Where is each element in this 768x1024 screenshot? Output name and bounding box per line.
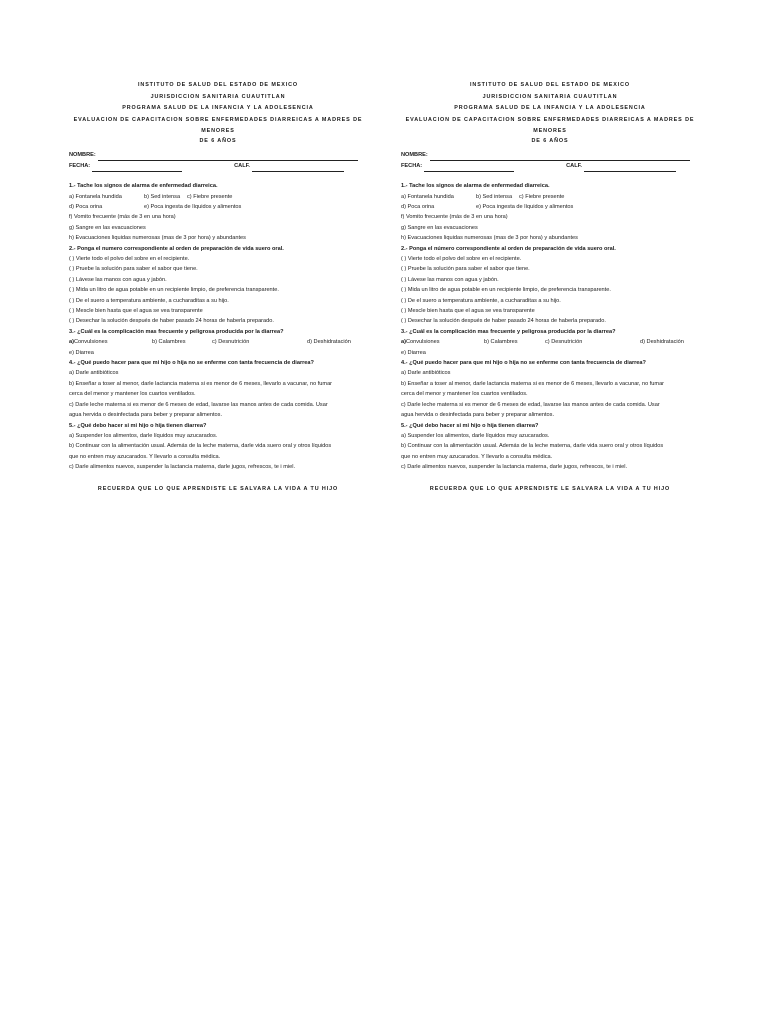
q2-step: ( ) Mescle bien hasta que el agua se vea transparente (401, 308, 535, 315)
question-2: 2.- Ponga el numero correspondiente al orden de preparación de vida suero oral. (69, 245, 284, 252)
calif-line[interactable] (584, 164, 676, 172)
q4-option-b-cont: cerca del menor y mantener los cuartos ventilados. (401, 391, 528, 398)
calif-label: CALF. (234, 163, 250, 170)
q1-option-d: d) Poca orina (401, 203, 435, 210)
q3-option-e: e) Diarrea (401, 349, 426, 356)
q2-step: ( ) Vierte todo el polvo del sobre en el recipiente. (69, 256, 190, 263)
q5-option-b: b) Continuar con la alimentación usual. Además de la leche materna, darle vida suero oral y otros líquidos (401, 443, 664, 450)
q2-step: ( ) Lávese las manos con agua y jabón. (401, 276, 499, 283)
q1-option-g: g) Sangre en las evacuaciones (69, 224, 146, 231)
question-5: 5.- ¿Qué debo hacer si mi hijo o hija tienen diarrea? (69, 422, 207, 429)
program-title: PROGRAMA SALUD DE LA INFANCIA Y LA ADOLESENCIA (454, 105, 646, 112)
evaluation-title-line1: EVALUACION DE CAPACITACION SOBRE ENFERMEDADES DIARREICAS A MADRES DE (73, 116, 363, 123)
q4-option-c: c) Darle leche materna si es menor de 6 meses de edad, lavarse las manos antes de cada comida. Usar (401, 401, 660, 408)
q4-option-a: a) Darle antibióticos (401, 370, 451, 377)
q3-option-c: c) Desnutrición (212, 339, 250, 346)
nombre-line[interactable] (98, 153, 358, 161)
evaluation-title-line1: EVALUACION DE CAPACITACION SOBRE ENFERMEDADES DIARREICAS A MADRES DE (405, 116, 695, 123)
q2-step: ( ) Pruebe la solución para saber el sabor que tiene. (69, 266, 198, 273)
q1-option-b: b) Sed intensa (476, 193, 513, 200)
q1-option-f: f) Vomito frecuente (más de 3 en una hora) (401, 214, 508, 221)
nombre-line[interactable] (430, 153, 690, 161)
fecha-calif-row (69, 161, 367, 172)
q1-row-abc (69, 192, 367, 202)
q1-row-abc (401, 192, 699, 202)
q5-option-c: c) Darle alimentos nuevos, suspender la lactancia materna, darle jugos, refrescos, te i miel. (401, 464, 628, 471)
q3-row-abcd (69, 337, 367, 347)
q3-option-a: a)Convulsiones (69, 339, 108, 346)
question-3: 3.- ¿Cuál es la complicación mas frecuente y peligrosa producida por la diarrea? (69, 328, 284, 335)
q5-option-b-cont: que no entren muy azucarados. Y llevarlo a consulta médica. (69, 453, 221, 460)
question-5: 5.- ¿Qué debo hacer si mi hijo o hija tienen diarrea? (401, 422, 539, 429)
age-title: DE 6 AÑOS (199, 138, 237, 145)
question-3: 3.- ¿Cuál es la complicación mas frecuente y peligrosa producida por la diarrea? (401, 328, 616, 335)
evaluation-title-line2: MENORES (533, 127, 567, 134)
q5-option-c: c) Darle alimentos nuevos, suspender la lactancia materna, darle jugos, refrescos, te i miel. (69, 464, 296, 471)
q1-option-e: e) Poca ingesta de líquidos y alimentos (476, 203, 574, 210)
q1-option-d: d) Poca orina (69, 203, 103, 210)
q2-step: ( ) Desechar la solución después de haber pasado 24 horas de haberla preparado. (401, 318, 606, 325)
q3-option-b: b) Calambres (152, 339, 186, 346)
q3-option-d: d) Deshidratación (640, 339, 684, 346)
q5-option-b: b) Continuar con la alimentación usual. Además de la leche materna, darle vida suero oral y otros líquidos (69, 443, 332, 450)
q1-option-b: b) Sed intensa (144, 193, 181, 200)
nombre-field[interactable] (69, 150, 367, 161)
q1-option-c: c) Fiebre presente (187, 193, 233, 200)
jurisdiction-title: JURISDICCION SANITARIA CUAUTITLAN (482, 93, 618, 100)
fecha-calif-row (401, 161, 699, 172)
q4-option-c-cont: agua hervida o desinfectada para beber y preparar alimentos. (69, 412, 222, 419)
q1-option-h: h) Evacuaciones liquidas numerosas (mas de 3 por hora) y abundantes (69, 235, 246, 242)
q1-option-h: h) Evacuaciones liquidas numerosas (mas de 3 por hora) y abundantes (401, 235, 578, 242)
q5-option-a: a) Suspender los alimentos, darle líquidos muy azucarados. (69, 432, 218, 439)
q1-option-g: g) Sangre en las evacuaciones (401, 224, 478, 231)
q2-step: ( ) Pruebe la solución para saber el sabor que tiene. (401, 266, 530, 273)
fecha-line[interactable] (424, 164, 514, 172)
q4-option-c: c) Darle leche materna si es menor de 6 meses de edad, lavarse las manos antes de cada comida. Usar (69, 401, 328, 408)
q2-step: ( ) Mescle bien hasta que el agua se vea transparente (69, 308, 203, 315)
fecha-label: FECHA: (69, 163, 91, 170)
q3-option-e: e) Diarrea (69, 349, 94, 356)
q3-option-b: b) Calambres (484, 339, 518, 346)
question-1: 1.- Tache los signos de alarma de enfermedad diarreica. (69, 183, 218, 190)
q1-option-a: a) Fontanela hundida (69, 193, 122, 200)
q1-option-f: f) Vomito frecuente (más de 3 en una hora) (69, 214, 176, 221)
q1-row-de (401, 202, 699, 212)
q2-step: ( ) Desechar la solución después de haber pasado 24 horas de haberla preparado. (69, 318, 274, 325)
institute-title: INSTITUTO DE SALUD DEL ESTADO DE MEXICO (138, 82, 298, 88)
nombre-field[interactable] (401, 150, 699, 161)
q5-option-a: a) Suspender los alimentos, darle líquidos muy azucarados. (401, 432, 550, 439)
q5-option-b-cont: que no entren muy azucarados. Y llevarlo a consulta médica. (401, 453, 553, 460)
nombre-label: NOMBRE: (69, 152, 96, 159)
q2-step: ( ) Mida un litro de agua potable en un recipiente limpio, de preferencia transparente. (401, 287, 611, 294)
q4-option-b-cont: cerca del menor y mantener los cuartos ventilados. (69, 391, 196, 398)
age-title: DE 6 AÑOS (531, 138, 569, 145)
q3-option-d: d) Deshidratación (307, 339, 351, 346)
q3-option-a: a)Convulsiones (401, 339, 440, 346)
q3-row-abcd (401, 337, 699, 347)
q2-step: ( ) Vierte todo el polvo del sobre en el recipiente. (401, 256, 522, 263)
question-1: 1.- Tache los signos de alarma de enfermedad diarreica. (401, 183, 550, 190)
q4-option-a: a) Darle antibióticos (69, 370, 119, 377)
evaluation-form-right (401, 80, 699, 494)
institute-title: INSTITUTO DE SALUD DEL ESTADO DE MEXICO (470, 82, 630, 88)
fecha-label: FECHA: (401, 163, 423, 170)
footer-reminder: RECUERDA QUE LO QUE APRENDISTE LE SALVARA LA VIDA A TU HIJO (97, 485, 339, 492)
q4-option-b: b) Enseñar a toser al menor, darle lactancia materna si es menor de 6 meses, llevarlo a vacunar, no fumar (401, 380, 665, 387)
q2-step: ( ) De el suero a temperatura ambiente, a cucharaditas a su hijo. (401, 297, 561, 304)
calif-label: CALF. (566, 163, 582, 170)
q3-option-c: c) Desnutrición (545, 339, 583, 346)
nombre-label: NOMBRE: (401, 152, 428, 159)
evaluation-form-left (69, 80, 367, 494)
question-4: 4.- ¿Qué puedo hacer para que mi hijo o hija no se enferme con tanta frecuencia de diarrea? (401, 360, 646, 367)
question-2: 2.- Ponga el número correspondiente al orden de preparación de vida suero oral. (401, 245, 616, 252)
q2-step: ( ) De el suero a temperatura ambiente, a cucharaditas a su hijo. (69, 297, 229, 304)
q2-step: ( ) Lávese las manos con agua y jabón. (69, 276, 167, 283)
q4-option-b: b) Enseñar a toser al menor, darle lactancia materna si es menor de 6 meses, llevarlo a vacunar, no fumar (69, 380, 333, 387)
q1-option-c: c) Fiebre presente (519, 193, 565, 200)
q1-option-a: a) Fontanela hundida (401, 193, 454, 200)
calif-line[interactable] (252, 164, 344, 172)
q4-option-c-cont: agua hervida o desinfectada para beber y preparar alimentos. (401, 412, 554, 419)
fecha-line[interactable] (92, 164, 182, 172)
evaluation-title-line2: MENORES (201, 127, 235, 134)
q1-option-e: e) Poca ingesta de líquidos y alimentos (144, 203, 242, 210)
q2-step: ( ) Mida un litro de agua potable en un recipiente limpio, de preferencia transparente. (69, 287, 279, 294)
program-title: PROGRAMA SALUD DE LA INFANCIA Y LA ADOLESENCIA (122, 105, 314, 112)
footer-reminder: RECUERDA QUE LO QUE APRENDISTE LE SALVARA LA VIDA A TU HIJO (429, 485, 671, 492)
question-4: 4.- ¿Qué puedo hacer para que mi hijo o hija no se enferme con tanta frecuencia de diarrea? (69, 360, 314, 367)
jurisdiction-title: JURISDICCION SANITARIA CUAUTITLAN (150, 93, 286, 100)
q1-row-de (69, 202, 367, 212)
